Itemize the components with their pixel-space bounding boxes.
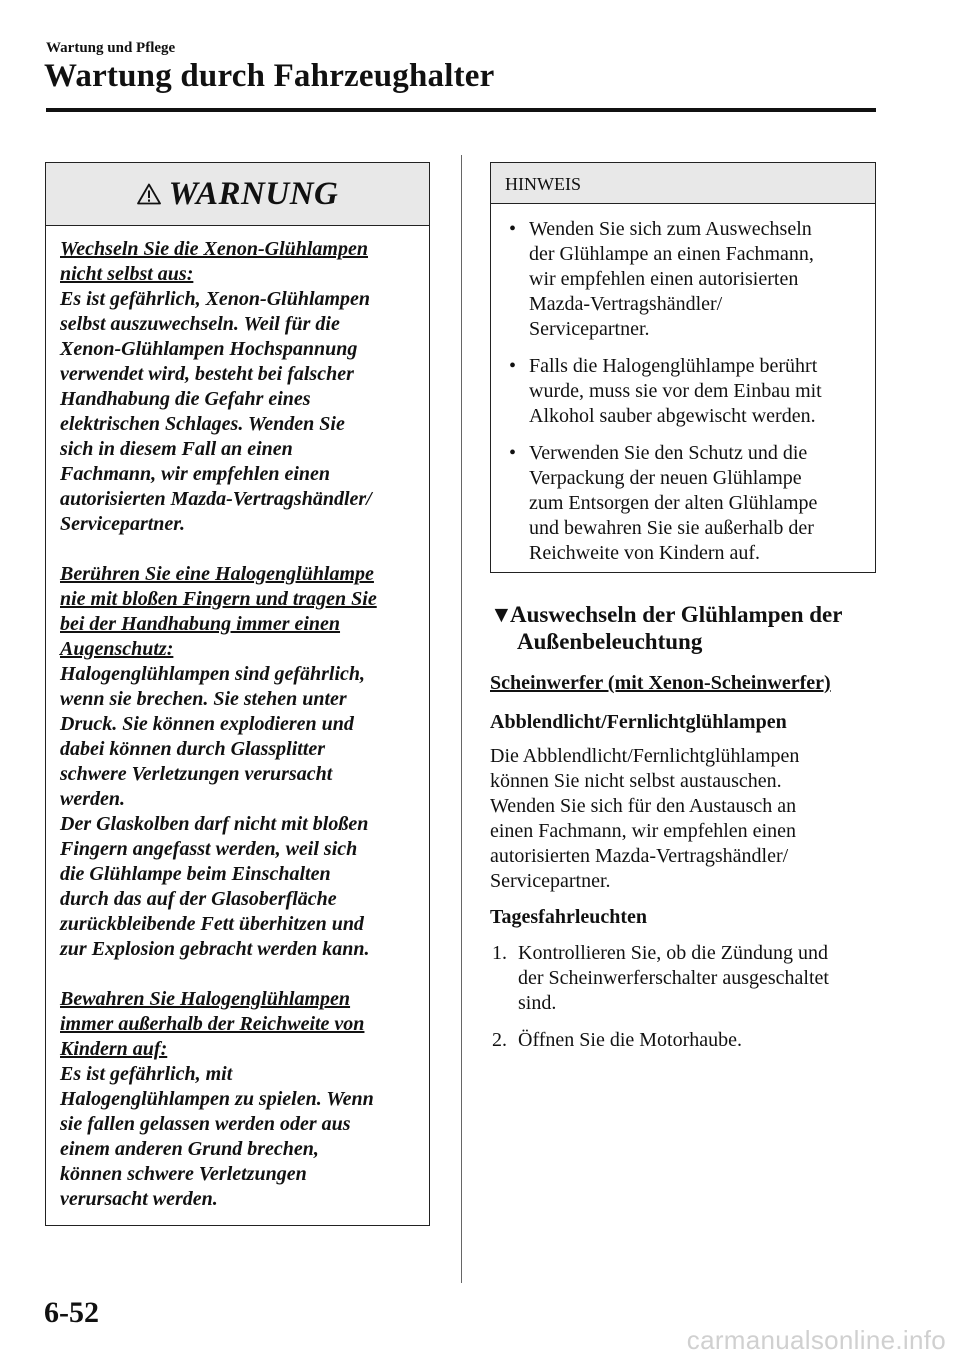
- warning-text-line: zurückbleibende Fett überhitzen und: [60, 913, 364, 935]
- watermark: carmanualsonline.info: [686, 1325, 946, 1355]
- page-title: Wartung durch Fahrzeughalter: [44, 58, 495, 94]
- warning-text-line: Handhabung die Gefahr eines: [60, 388, 311, 410]
- warning-text-line: selbst auszuwechseln. Weil für die: [60, 313, 340, 335]
- warning-text-line: verursacht werden.: [60, 1188, 218, 1210]
- note-line: Mazda-Vertragshändler/: [529, 293, 723, 315]
- step-item: [490, 1028, 880, 1053]
- warning-text-line: sie fallen gelassen werden oder aus: [60, 1113, 351, 1135]
- subheading-headlamps: Scheinwerfer (mit Xenon-Scheinwerfer): [490, 672, 831, 694]
- step-line: Kontrollieren Sie, ob die Zündung und: [518, 942, 828, 964]
- section-heading-line: Außenbeleuchtung: [517, 629, 703, 654]
- note-line: Falls die Halogenglühlampe berührt: [529, 355, 818, 377]
- warning-heading-line: nicht selbst aus:: [60, 263, 194, 285]
- warning-text-line: durch das auf der Glasoberfläche: [60, 888, 337, 910]
- warning-text-line: die Glühlampe beim Einschalten: [60, 863, 331, 885]
- warning-text-line: können schwere Verletzungen: [60, 1163, 307, 1185]
- header-section-label: Wartung und Pflege: [46, 40, 176, 56]
- column-divider: [461, 155, 462, 1283]
- step-item: [490, 941, 880, 1016]
- warning-text-line: Fachmann, wir empfehlen einen: [60, 463, 331, 485]
- note-list: [491, 204, 875, 566]
- note-line: Verpackung der neuen Glühlampe: [529, 467, 802, 489]
- warning-body: [46, 226, 429, 1212]
- warning-text-line: schwere Verletzungen verursacht: [60, 763, 333, 785]
- note-line: Servicepartner.: [529, 318, 650, 340]
- note-box: [490, 162, 876, 573]
- warning-title: WARNUNG: [168, 175, 339, 212]
- note-line: wir empfehlen einen autorisierten: [529, 268, 799, 290]
- warning-text-line: werden.: [60, 788, 125, 810]
- warning-text-line: elektrischen Schlages. Wenden Sie: [60, 413, 345, 435]
- warning-heading-line: immer außerhalb der Reichweite von: [60, 1013, 365, 1035]
- warning-triangle-icon: [137, 183, 161, 205]
- warning-text-line: einem anderen Grund brechen,: [60, 1138, 319, 1160]
- paragraph-line: können Sie nicht selbst austauschen.: [490, 770, 782, 792]
- warning-text-line: Fingern angefasst werden, weil sich: [60, 838, 358, 860]
- warning-text-line: wenn sie brechen. Sie stehen unter: [60, 688, 347, 710]
- note-line: zum Entsorgen der alten Glühlampe: [529, 492, 818, 514]
- paragraph-line: Servicepartner.: [490, 870, 611, 892]
- warning-text-line: sich in diesem Fall an einen: [60, 438, 293, 460]
- paragraph-line: autorisierten Mazda-Vertragshändler/: [490, 845, 789, 867]
- triangle-marker-icon: ▼: [490, 602, 513, 627]
- bullet-icon: •: [509, 442, 517, 464]
- note-line: Verwenden Sie den Schutz und die: [529, 442, 808, 464]
- warning-heading-line: Bewahren Sie Halogenglühlampen: [60, 988, 351, 1010]
- warning-text-line: Es ist gefährlich, mit: [60, 1063, 233, 1085]
- section-heading-line: Auswechseln der Glühlampen der: [510, 602, 843, 627]
- warning-heading-line: bei der Handhabung immer einen: [60, 613, 341, 635]
- warning-text-line: Der Glaskolben darf nicht mit bloßen: [60, 813, 369, 835]
- warning-text-line: dabei können durch Glassplitter: [60, 738, 326, 760]
- subheading-low-high-beam: Abblendlicht/Fernlichtglühlampen: [490, 711, 787, 733]
- note-line: und bewahren Sie sie außerhalb der: [529, 517, 814, 539]
- warning-heading-line: Augenschutz:: [60, 638, 174, 660]
- warning-text-line: Xenon-Glühlampen Hochspannung: [60, 338, 358, 360]
- note-line: Alkohol sauber abgewischt werden.: [529, 405, 816, 427]
- warning-block-1: [60, 237, 417, 537]
- warning-heading-line: nie mit bloßen Fingern und tragen Sie: [60, 588, 377, 610]
- paragraph-line: Die Abblendlicht/Fernlichtglühlampen: [490, 745, 800, 767]
- warning-block-2: [60, 562, 417, 962]
- step-number: 1.: [492, 942, 507, 964]
- note-item: [505, 217, 865, 342]
- header-rule: [46, 108, 876, 112]
- note-line: der Glühlampe an einen Fachmann,: [529, 243, 814, 265]
- warning-heading-line: Wechseln Sie die Xenon-Glühlampen: [60, 238, 368, 260]
- step-number: 2.: [492, 1029, 507, 1051]
- steps-list: [490, 941, 880, 1065]
- paragraph-line: Wenden Sie sich für den Austausch an: [490, 795, 797, 817]
- step-line: sind.: [518, 992, 557, 1014]
- subheading-daytime-lights: Tagesfahrleuchten: [490, 906, 648, 928]
- warning-text-line: Druck. Sie können explodieren und: [60, 713, 354, 735]
- paragraph: [490, 744, 880, 894]
- warning-text-line: autorisierten Mazda-Vertragshändler/: [60, 488, 372, 510]
- warning-block-3: [60, 987, 417, 1212]
- warning-header: [46, 163, 429, 226]
- warning-box: [45, 162, 430, 1226]
- warning-heading-line: Kindern auf:: [60, 1038, 168, 1060]
- note-line: Wenden Sie sich zum Auswechseln: [529, 218, 812, 240]
- bullet-icon: •: [509, 355, 517, 377]
- warning-text-line: Halogenglühlampen sind gefährlich,: [60, 663, 366, 685]
- warning-text-line: Servicepartner.: [60, 513, 185, 535]
- warning-heading-line: Berühren Sie eine Halogenglühlampe: [60, 563, 374, 585]
- section-heading: [490, 601, 880, 655]
- warning-text-line: Halogenglühlampen zu spielen. Wenn: [60, 1088, 374, 1110]
- page-number: 6-52: [44, 1296, 99, 1329]
- note-item: [505, 441, 865, 566]
- warning-text-line: zur Explosion gebracht werden kann.: [60, 938, 370, 960]
- note-header: HINWEIS: [491, 163, 875, 204]
- warning-text-line: Es ist gefährlich, Xenon-Glühlampen: [60, 288, 371, 310]
- note-line: wurde, muss sie vor dem Einbau mit: [529, 380, 822, 402]
- step-line: Öffnen Sie die Motorhaube.: [518, 1029, 743, 1051]
- note-line: Reichweite von Kindern auf.: [529, 542, 761, 564]
- bullet-icon: •: [509, 218, 517, 240]
- note-item: [505, 354, 865, 429]
- paragraph-line: einen Fachmann, wir empfehlen einen: [490, 820, 796, 842]
- step-line: der Scheinwerferschalter ausgeschaltet: [518, 967, 829, 989]
- warning-text-line: verwendet wird, besteht bei falscher: [60, 363, 354, 385]
